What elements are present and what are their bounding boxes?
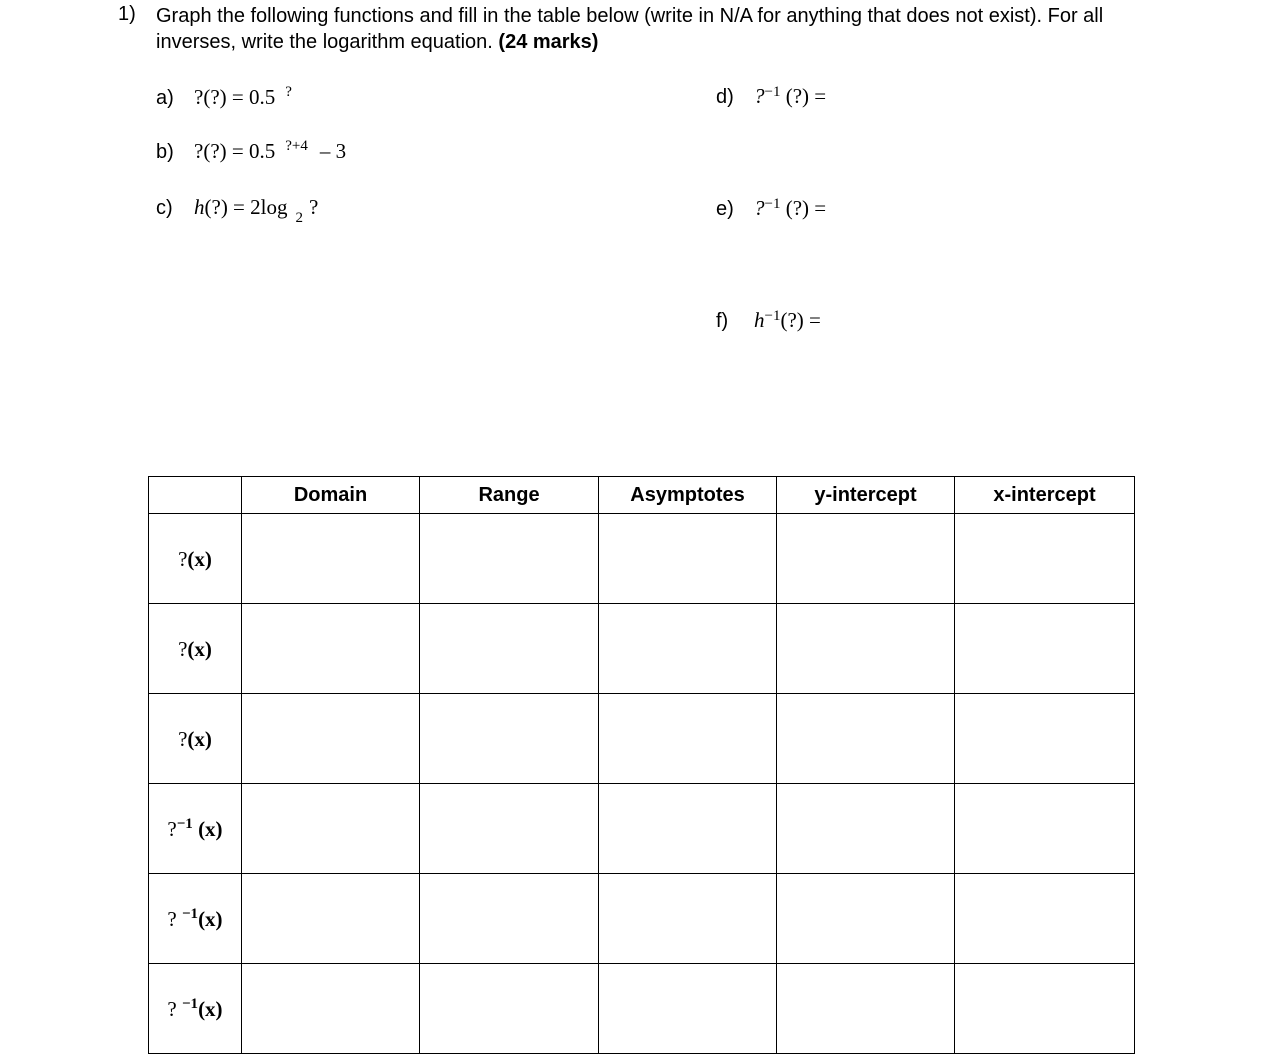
header-range: Range: [420, 477, 599, 514]
part-c-function: h: [194, 195, 205, 219]
table-header-row: [149, 477, 1135, 514]
part-d: [716, 84, 826, 109]
answer-cell-x-intercept[interactable]: [955, 784, 1135, 874]
answer-cell-range[interactable]: [420, 604, 599, 694]
answer-cell-x-intercept[interactable]: [955, 514, 1135, 604]
answer-cell-asymptotes[interactable]: [599, 694, 777, 784]
table-row: [149, 604, 1135, 694]
answer-cell-domain[interactable]: [242, 874, 420, 964]
row-sup: −1: [176, 815, 193, 832]
header-domain: Domain: [242, 477, 420, 514]
row-fn: ?: [167, 906, 182, 931]
part-d-inverse: −1: [764, 84, 781, 100]
table-row: [149, 694, 1135, 784]
table-row: [149, 874, 1135, 964]
part-f-function: h: [754, 308, 765, 332]
part-d-function: ?: [754, 84, 765, 108]
part-e-inverse: −1: [764, 196, 781, 212]
question-number: 1): [118, 3, 136, 25]
part-f-rhs: (?) =: [780, 308, 821, 332]
answer-cell-asymptotes[interactable]: [599, 964, 777, 1054]
row-sup: −1: [182, 905, 199, 922]
answer-cell-asymptotes[interactable]: [599, 874, 777, 964]
part-c-argument: ?: [309, 195, 319, 219]
part-e-label: e): [716, 198, 734, 220]
part-a: [156, 84, 292, 110]
part-c-base: 2: [295, 210, 303, 226]
part-a-exponent: ?: [285, 84, 292, 100]
row-label: [149, 874, 242, 964]
part-a-equation: ?(?) = 0.5: [194, 85, 276, 109]
part-b-label: b): [156, 141, 174, 163]
row-fn: ?: [167, 996, 182, 1021]
part-b-exponent: ?+4: [285, 138, 308, 154]
row-arg: (x): [187, 636, 212, 661]
answer-cell-y-intercept[interactable]: [777, 604, 955, 694]
row-arg: (x): [198, 996, 223, 1021]
part-b-tail: – 3: [319, 139, 347, 163]
answer-cell-domain[interactable]: [242, 604, 420, 694]
part-e-function: ?: [754, 196, 765, 220]
answer-cell-y-intercept[interactable]: [777, 874, 955, 964]
table-row: [149, 514, 1135, 604]
answer-cell-x-intercept[interactable]: [955, 874, 1135, 964]
part-f-inverse: −1: [764, 308, 781, 324]
part-c-equation: (?) = 2log: [204, 195, 288, 219]
answer-cell-y-intercept[interactable]: [777, 964, 955, 1054]
answer-table: [148, 476, 1135, 1054]
row-arg: (x): [192, 816, 223, 841]
question-text: [156, 3, 1166, 55]
part-f-label: f): [716, 310, 729, 332]
table-row: [149, 784, 1135, 874]
answer-cell-y-intercept[interactable]: [777, 784, 955, 874]
part-d-rhs: (?) =: [785, 84, 827, 108]
answer-cell-y-intercept[interactable]: [777, 514, 955, 604]
header-asymptotes: Asymptotes: [599, 477, 777, 514]
answer-cell-domain[interactable]: [242, 784, 420, 874]
row-label: [149, 514, 242, 604]
row-fn: ?: [178, 546, 188, 571]
row-label: [149, 604, 242, 694]
question-instructions: Graph the following functions and fill in the table below (write in N/A for anything that does not exist). For all inverses, write the logarithm equation.: [156, 5, 1104, 53]
part-c: [156, 195, 318, 227]
row-arg: (x): [198, 906, 223, 931]
row-fn: ?: [178, 636, 188, 661]
answer-cell-y-intercept[interactable]: [777, 694, 955, 784]
answer-cell-asymptotes[interactable]: [599, 784, 777, 874]
row-arg: (x): [187, 726, 212, 751]
row-label: [149, 784, 242, 874]
row-fn: ?: [167, 816, 177, 841]
row-arg: (x): [187, 546, 212, 571]
answer-cell-range[interactable]: [420, 694, 599, 784]
part-e: [716, 196, 826, 221]
answer-cell-domain[interactable]: [242, 964, 420, 1054]
question-marks: (24 marks): [498, 31, 599, 53]
row-sup: −1: [182, 995, 199, 1012]
answer-cell-asymptotes[interactable]: [599, 514, 777, 604]
part-a-label: a): [156, 87, 174, 109]
part-d-label: d): [716, 86, 734, 108]
answer-cell-x-intercept[interactable]: [955, 694, 1135, 784]
answer-cell-domain[interactable]: [242, 694, 420, 784]
corner-cell: [149, 477, 242, 514]
answer-cell-domain[interactable]: [242, 514, 420, 604]
row-fn: ?: [178, 726, 188, 751]
part-e-rhs: (?) =: [785, 196, 827, 220]
answer-cell-range[interactable]: [420, 964, 599, 1054]
answer-cell-asymptotes[interactable]: [599, 604, 777, 694]
header-y-intercept: y-intercept: [777, 477, 955, 514]
part-b-equation: ?(?) = 0.5: [194, 139, 276, 163]
part-b: [156, 138, 346, 164]
answer-cell-range[interactable]: [420, 514, 599, 604]
answer-cell-range[interactable]: [420, 874, 599, 964]
table-row: [149, 964, 1135, 1054]
answer-cell-range[interactable]: [420, 784, 599, 874]
part-c-label: c): [156, 197, 173, 219]
part-f: [716, 308, 821, 333]
answer-cell-x-intercept[interactable]: [955, 964, 1135, 1054]
header-x-intercept: x-intercept: [955, 477, 1135, 514]
answer-cell-x-intercept[interactable]: [955, 604, 1135, 694]
row-label: [149, 964, 242, 1054]
row-label: [149, 694, 242, 784]
